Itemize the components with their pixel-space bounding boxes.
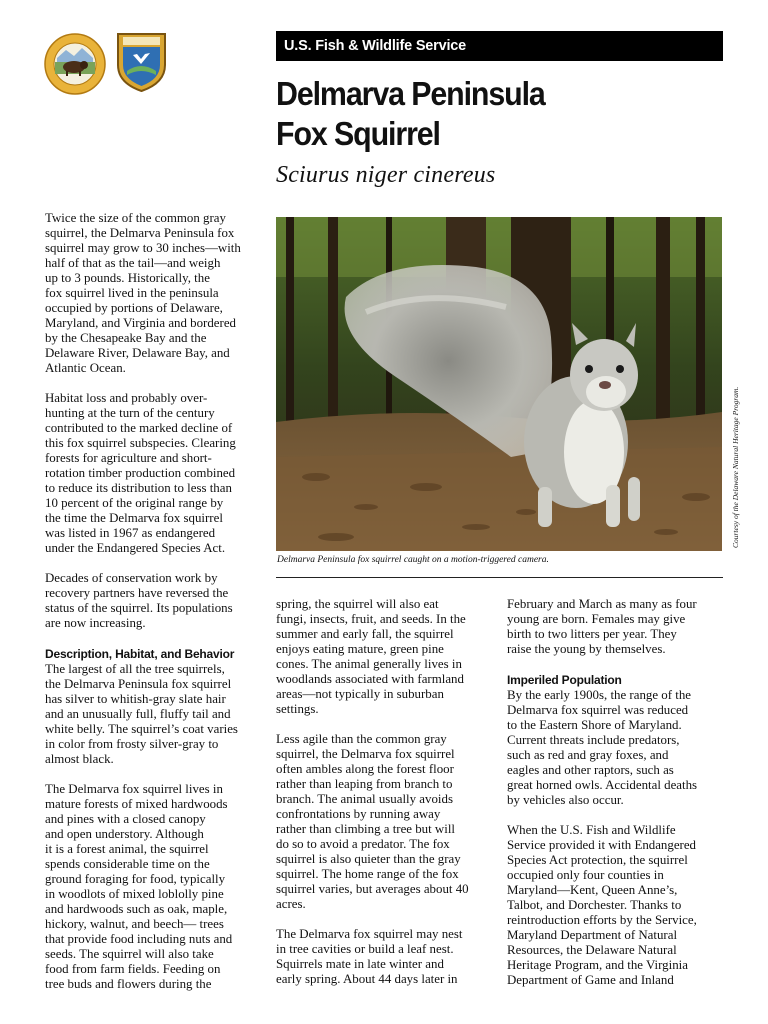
agency-banner: U.S. Fish & Wildlife Service (276, 31, 723, 61)
divider (276, 577, 723, 578)
photo-caption: Delmarva Peninsula fox squirrel caught on a motion-triggered camera. (277, 555, 549, 565)
paragraph-diet: spring, the squirrel will also eat fungi, insects, fruit, and seeds. In the summer and early fall, the squirrel enjoys eating mature, green pine cones. The animal generally lives in woodlands associated with farmland areas—not typically in suburban settings. (276, 597, 466, 716)
paragraph-protection: When the U.S. Fish and Wildlife Service provided it with Endangered Species Act protection, the squirrel occupied only four counties in Maryland—Kent, Queen Anne’s, Talbot, and Dorchester. Thanks to reintroduction efforts by the Service, Maryland Department of Natural Resources, the Delaware Natural Heritage Program, and the Virginia Department of Game and Inland (507, 823, 697, 987)
paragraph-description: The largest of all the tree squirrels, the Delmarva Peninsula fox squirrel has silver to whitish-gray slate hair and an unusually full, fluffy tail and white belly. The squirrel’s coat varies in color from frosty silver-gray to almost black. (45, 662, 238, 766)
department-of-interior-seal-icon (44, 33, 106, 95)
title-line-1: Delmarva Peninsula (276, 75, 545, 112)
paragraph-nesting: The Delmarva fox squirrel may nest in tree cavities or build a leaf nest. Squirrels mate in late winter and early spring. About 44 days later in (276, 927, 463, 986)
scientific-name: Sciurus niger cinereus (276, 162, 496, 188)
paragraph-habitat-loss: Habitat loss and probably over- hunting at the turn of the century contributed to the marked decline of this fox squirrel subspecies. Clearing forests for agriculture and short- rotation timber production combined to reduce its distribution to less than 10 percent of the original range by the time the Delmarva fox squirrel was listed in 1967 as endangered under the Endangered Species Act. (45, 391, 236, 555)
paragraph-range-reduction: By the early 1900s, the range of the Delmarva fox squirrel was reduced to the Eastern Shore of Maryland. Current threats include predators, such as red and gray foxes, and eagles and other raptors, such as great horned owls. Accidental deaths by vehicles also occur. (507, 688, 698, 807)
heading-description: Description, Habitat, and Behavior (45, 647, 235, 661)
paragraph-intro: Twice the size of the common gray squirrel, the Delmarva Peninsula fox squirrel may grow to 30 inches—with half of that as the tail—and weigh up to 3 pounds. Historically, the fox squirrel lived in the peninsula occupied by portions of Delaware, Maryland, and Virginia and bordered by the Chesapeake Bay and the Delaware River, Delaware Bay, and Atlantic Ocean. (45, 211, 241, 375)
fish-and-wildlife-service-shield-icon (115, 31, 168, 93)
page-title (276, 74, 681, 154)
title-line-2: Fox Squirrel (276, 115, 440, 152)
column-1 (45, 211, 267, 1007)
heading-imperiled-population: Imperiled Population (507, 673, 622, 687)
paragraph-young: February and March as many as four young are born. Females may give birth to two litters per year. They raise the young by themselves. (507, 597, 697, 656)
column-3 (507, 597, 729, 1003)
paragraph-forest-habitat: The Delmarva fox squirrel lives in mature forests of mixed hardwoods and pines with a closed canopy and open understory. Although it is a forest animal, the squirrel spends considerable time on the ground foraging for food, typically in woodlots of mixed loblolly pine and hardwoods such as oak, maple, hickory, walnut, and beech— trees that provide food including nuts and seeds. The squirrel will also take food from farm fields. Feeding on tree buds and flowers during the (45, 782, 233, 991)
fox-squirrel-photo (276, 217, 722, 551)
column-2 (276, 597, 498, 1002)
paragraph-behavior: Less agile than the common gray squirrel, the Delmarva fox squirrel often ambles along the forest floor rather than leaping from branch to branch. The animal usually avoids confrontations by running away rather than climbing a tree but will do so to avoid a predator. The fox squirrel is also quieter than the gray squirrel. The home range of the fox squirrel varies, but averages about 40 acres. (276, 732, 469, 911)
photo-credit: Courtesy of the Delaware Natural Heritage Program. (731, 386, 740, 548)
paragraph-conservation: Decades of conservation work by recovery partners have reversed the status of the squirrel. Its populations are now increasing. (45, 571, 233, 630)
